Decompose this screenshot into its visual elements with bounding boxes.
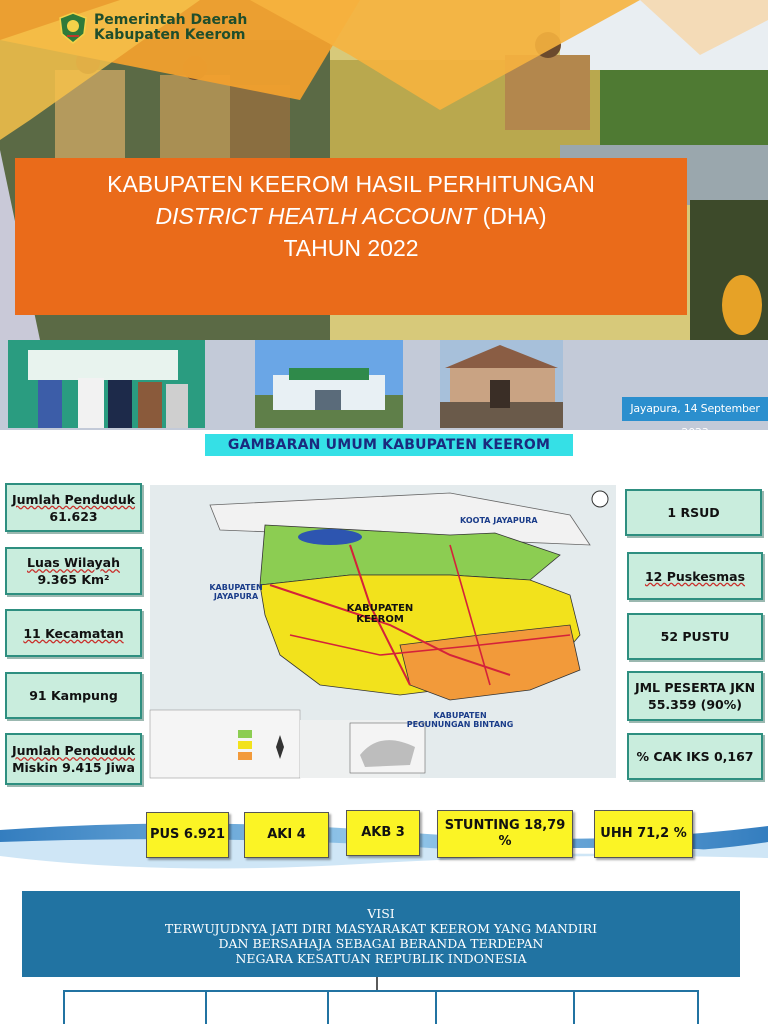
government-logo (58, 12, 388, 46)
vision-heading: VISI (367, 906, 395, 921)
section-title: GAMBARAN UMUM KABUPATEN KEEROM (205, 434, 573, 456)
stat-villages-text: 91 Kampung (29, 688, 118, 703)
stat-population (5, 483, 142, 532)
title-line1: KABUPATEN KEEROM HASIL PERHITUNGAN (107, 171, 595, 197)
mission-connector-lines (0, 977, 768, 1024)
map-label-kab-jayapura: KABUPATEN JAYAPURA (209, 583, 263, 601)
stat-rsud (625, 489, 762, 536)
title-line2 (15, 200, 687, 232)
cover-slide (0, 0, 768, 430)
title-line2-italic: DISTRICT HEATLH ACCOUNT (155, 203, 477, 229)
stat-jkn (627, 671, 763, 721)
stat-cak-iks-text: % CAK IKS 0,167 (636, 749, 754, 764)
stat-districts-text: 11 Kecamatan (23, 625, 124, 641)
title-line3: TAHUN 2022 (283, 235, 419, 261)
stat-jkn-label: JML PESERTA JKN (634, 680, 756, 695)
event-date-label: Jayapura, 14 September (622, 397, 768, 421)
village-house-photo (440, 340, 563, 428)
map-label-kab-pegunungan: KABUPATEN PEGUNUNGAN BINTANG (406, 711, 514, 729)
keerom-seal-icon (58, 12, 88, 44)
stat-area (5, 547, 142, 595)
indicator-pus-text: PUS 6.921 (149, 827, 226, 842)
stat-poor-label: Jumlah Penduduk (11, 743, 136, 758)
indicator-stunting (437, 810, 573, 858)
stat-poor-population (5, 733, 142, 785)
stat-pustu (627, 613, 763, 660)
vision-line1: TERWUJUDNYA JATI DIRI MASYARAKAT KEEROM YANG MANDIRI (164, 921, 598, 936)
stat-poor-value: Miskin 9.415 Jiwa (12, 760, 135, 775)
org-name-line1: Pemerintah Daerah (94, 12, 248, 28)
stat-rsud-text: 1 RSUD (667, 505, 720, 520)
ceremony-photo (8, 340, 205, 428)
stat-population-value: 61.623 (49, 508, 98, 524)
vision-line3: NEGARA KESATUAN REPUBLIK INDONESIA (235, 951, 527, 966)
indicator-pus (146, 812, 229, 858)
map-graphic (150, 485, 616, 778)
indicator-uhh-text: UHH 71,2 % (600, 826, 687, 841)
indicator-aki-text: AKI 4 (267, 827, 306, 842)
map-label-kab-keerom: KABUPATEN KEEROM (346, 603, 414, 625)
overview-slide (0, 430, 768, 870)
indicator-akb-text: AKB 3 (361, 825, 405, 840)
vision-line2: DAN BERSAHAJA SEBAGAI BERANDA TERDEPAN (218, 936, 544, 951)
vision-box (22, 891, 740, 977)
indicator-stunting-value: STUNTING 18,79 (444, 818, 566, 833)
stat-pustu-text: 52 PUSTU (660, 629, 730, 644)
keerom-district-map (150, 485, 616, 778)
title-line2-rest: (DHA) (476, 203, 547, 229)
org-name-line2: Kabupaten Keerom (94, 27, 246, 43)
indicator-stunting-unit: % (498, 834, 512, 849)
stat-population-label: Jumlah Penduduk (11, 491, 136, 507)
indicator-uhh (594, 810, 693, 858)
stat-puskesmas (627, 552, 763, 600)
indicator-aki (244, 812, 329, 858)
stat-area-label: Luas Wilayah (27, 555, 120, 570)
puskesmas-building-photo (255, 340, 403, 428)
indicator-akb (346, 810, 420, 856)
stat-jkn-value: 55.359 (90%) (648, 697, 742, 712)
map-label-kota-jayapura: KOOTA JAYAPURA (460, 516, 538, 525)
stat-cak-iks (627, 733, 763, 780)
presentation-title-box (15, 158, 687, 315)
stat-puskesmas-text: 12 Puskesmas (644, 568, 746, 584)
stat-area-value: 9.365 Km² (37, 572, 110, 587)
stat-villages (5, 672, 142, 719)
vision-slide (0, 870, 768, 1024)
stat-districts (5, 609, 142, 657)
